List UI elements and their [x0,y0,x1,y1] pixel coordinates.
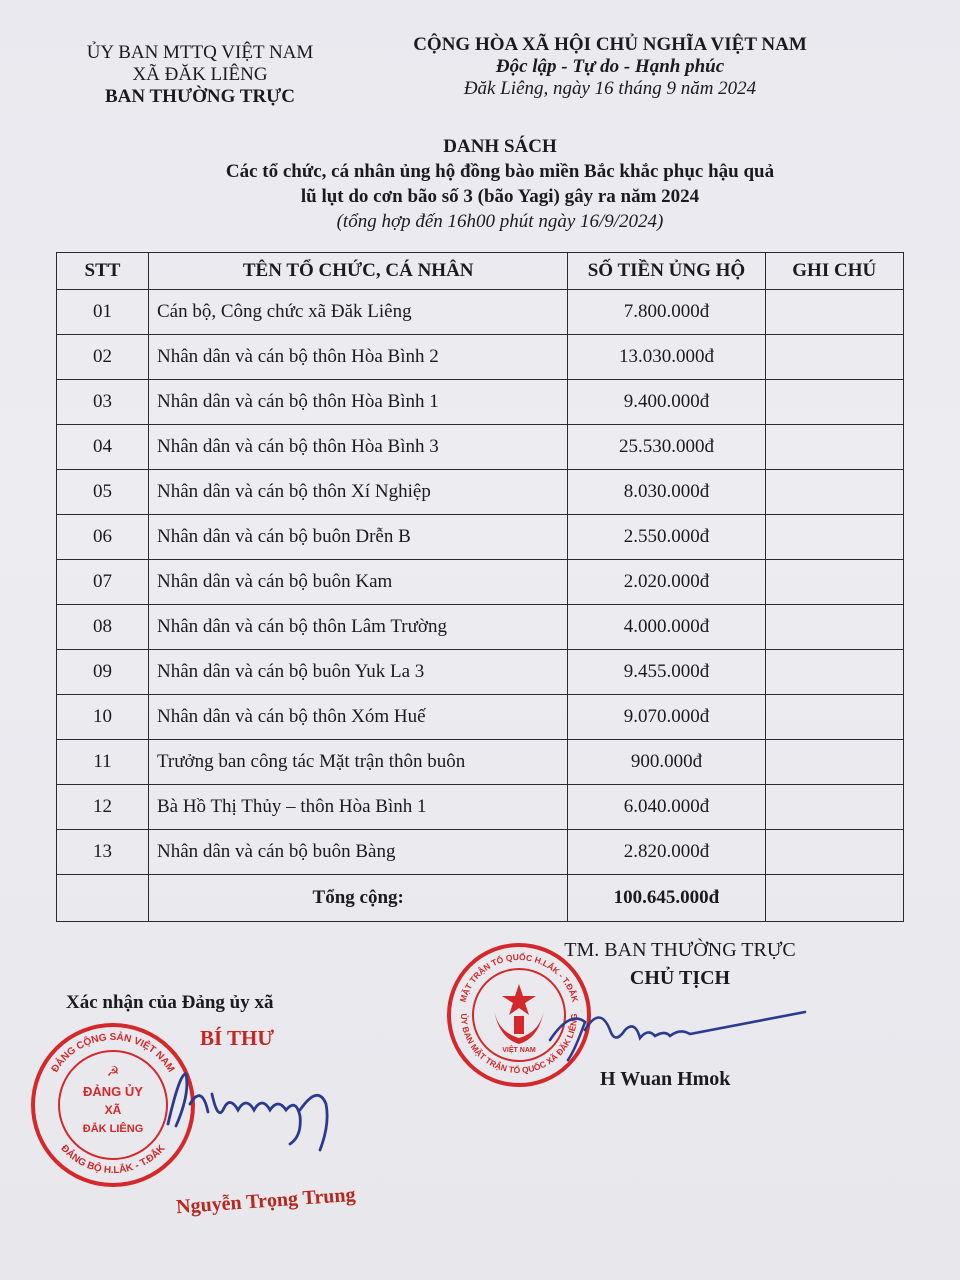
stamp-center-line-2: XÃ [104,1103,122,1117]
table-row [57,695,904,740]
stamp-center-line-3: ĐẮK LIÊNG [82,1123,144,1135]
agency-line-2: XÃ ĐĂK LIÊNG [132,64,268,85]
cell-note [765,515,903,560]
cell-name: Nhân dân và cán bộ buôn Kam [148,560,567,605]
cell-note [765,695,903,740]
national-motto: Độc lập - Tự do - Hạnh phúc [495,56,725,77]
donation-table [56,252,904,922]
table-row [57,605,904,650]
cell-amount: 7.800.000đ [568,290,765,335]
cell-stt: 01 [57,290,149,335]
cell-amount: 8.030.000đ [568,470,765,515]
cell-note [765,335,903,380]
secretary-signature-icon [150,1064,350,1154]
cell-name: Cán bộ, Công chức xã Đăk Liêng [148,290,567,335]
table-row [57,425,904,470]
cell-stt: 05 [57,470,149,515]
cell-stt: 04 [57,425,149,470]
cell-amount: 2.020.000đ [568,560,765,605]
cell-note [765,875,903,922]
cell-amount: 25.530.000đ [568,425,765,470]
document-title [150,134,850,234]
cell-name: Nhân dân và cán bộ buôn Yuk La 3 [148,650,567,695]
secretary-name: Nguyễn Trọng Trung [175,1183,357,1219]
title-line-2: Các tổ chức, cá nhân ủng hộ đồng bào miền Bắc khắc phục hậu quả [225,161,775,182]
header-right [360,34,860,100]
chairman-name: H Wuan Hmok [600,1068,731,1090]
cell-note [765,740,903,785]
signer-role-line: TM. BAN THƯỜNG TRỰC [564,939,796,961]
cell-name: Nhân dân và cán bộ thôn Hòa Bình 3 [148,425,567,470]
cell-note [765,425,903,470]
party-secretary-title: BÍ THƯ [200,1026,275,1050]
cell-stt: 03 [57,380,149,425]
table-row [57,470,904,515]
cell-amount: 2.820.000đ [568,830,765,875]
table-header-row [57,253,904,290]
cell-stt: 11 [57,740,149,785]
stamp-top-text: MẶT TRẬN TỔ QUỐC H.LẮK - T.ĐẮK [457,951,581,1004]
agency-line-3: BAN THƯỜNG TRỰC [104,86,296,107]
cell-stt: 07 [57,560,149,605]
cell-note [765,470,903,515]
cell-stt: 13 [57,830,149,875]
cell-name: Nhân dân và cán bộ buôn Drễn B [148,515,567,560]
cell-stt: 06 [57,515,149,560]
cell-name: Nhân dân và cán bộ thôn Xí Nghiệp [148,470,567,515]
total-amount: 100.645.000đ [568,875,765,922]
cell-stt: 12 [57,785,149,830]
table-row [57,785,904,830]
cell-amount: 9.455.000đ [568,650,765,695]
cell-stt: 08 [57,605,149,650]
cell-name: Bà Hồ Thị Thủy – thôn Hòa Bình 1 [148,785,567,830]
cell-name: Nhân dân và cán bộ thôn Xóm Huế [148,695,567,740]
agency-line-1: ỦY BAN MTTQ VIỆT NAM [86,42,314,63]
cell-name: Nhân dân và cán bộ buôn Bàng [148,830,567,875]
table-row [57,740,904,785]
chairman-signature-icon [530,1000,830,1070]
title-line-3: lũ lụt do cơn bão số 3 (bão Yagi) gây ra năm 2024 [300,186,700,207]
cell-note [765,785,903,830]
cell-amount: 4.000.000đ [568,605,765,650]
cell-amount: 9.400.000đ [568,380,765,425]
header-name: TÊN TỔ CHỨC, CÁ NHÂN [148,253,567,290]
table-row [57,380,904,425]
cell-amount: 6.040.000đ [568,785,765,830]
header-stt: STT [57,253,149,290]
cell-name: Nhân dân và cán bộ thôn Lâm Trường [148,605,567,650]
cell-amount: 9.070.000đ [568,695,765,740]
table-row [57,560,904,605]
cell-stt [57,875,149,922]
stamp-center-line-1: ĐẢNG ỦY [83,1084,143,1099]
table-row [57,650,904,695]
header-left [40,42,360,108]
cell-name: Nhân dân và cán bộ thôn Hòa Bình 2 [148,335,567,380]
cell-amount: 2.550.000đ [568,515,765,560]
total-label: Tổng cộng: [148,875,567,922]
table-row [57,290,904,335]
cell-note [765,830,903,875]
table-row [57,515,904,560]
cell-note [765,650,903,695]
signature-block-right [520,936,840,992]
cell-note [765,290,903,335]
table-row [57,335,904,380]
stamp-bottom-text: ĐẢNG BỘ H.LẮK - T.ĐẮK [58,1143,168,1177]
cell-note [765,380,903,425]
stamp-inner-text: VIỆT NAM [502,1047,536,1054]
cell-amount: 900.000đ [568,740,765,785]
stamp-ring-text: ĐẢNG CỘNG SẢN VIỆT NAM [49,1032,177,1075]
hammer-sickle-icon: ☭ [106,1063,120,1079]
cell-note [765,560,903,605]
title-note: (tổng hợp đến 16h00 phút ngày 16/9/2024) [336,211,664,232]
header-note: GHI CHÚ [765,253,903,290]
cell-note [765,605,903,650]
party-confirmation-label: Xác nhận của Đảng ủy xã [66,992,274,1013]
signer-title: CHỦ TỊCH [629,967,731,989]
cell-stt: 10 [57,695,149,740]
cell-stt: 02 [57,335,149,380]
table-row [57,830,904,875]
document-date: Đăk Liêng, ngày 16 tháng 9 năm 2024 [463,78,757,99]
header-amount: SỐ TIỀN ỦNG HỘ [568,253,765,290]
country-name: CỘNG HÒA XÃ HỘI CHỦ NGHĨA VIỆT NAM [413,34,807,55]
cell-amount: 13.030.000đ [568,335,765,380]
stamp-ring-text: ỦY BAN MẶT TRẬN TỔ QUỐC XÃ ĐĂK LIÊNG [458,1013,580,1076]
cell-stt: 09 [57,650,149,695]
cell-name: Trưởng ban công tác Mặt trận thôn buôn [148,740,567,785]
total-row [57,875,904,922]
cell-name: Nhân dân và cán bộ thôn Hòa Bình 1 [148,380,567,425]
title-main: DANH SÁCH [443,136,557,157]
